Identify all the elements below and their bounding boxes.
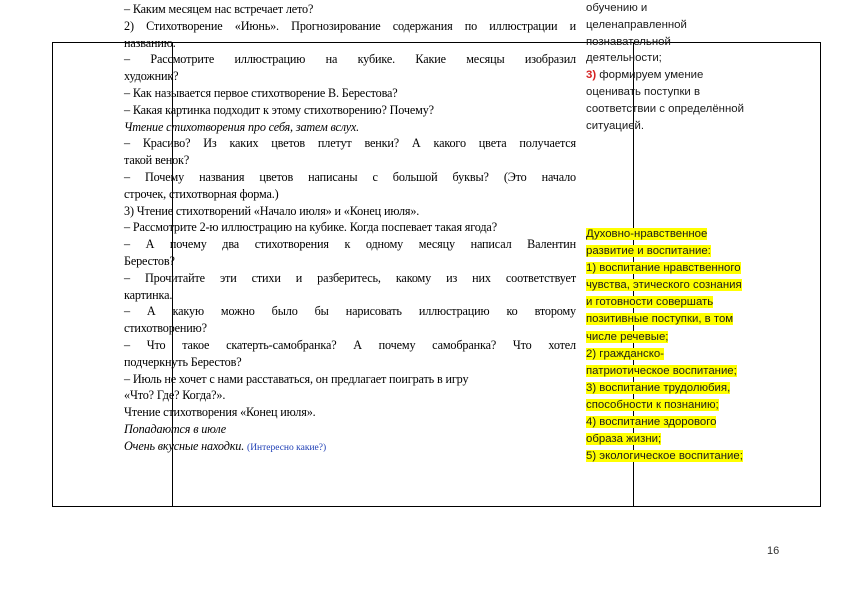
step-line: «Что? Где? Когда?». xyxy=(124,388,226,403)
step-line: такой венок? xyxy=(124,153,190,168)
highlighted-line: 5) экологическое воспитание; xyxy=(586,450,743,463)
step-line: – Красиво? Из каких цветов плетут венки? А какого цвета получается xyxy=(124,136,576,151)
step-line-italic: Чтение стихотворения про себя, затем вслух. xyxy=(124,119,360,134)
step-line: – Какая картинка подходит к этому стихотворению? Почему? xyxy=(124,102,434,117)
highlighted-line: позитивные поступки, в том xyxy=(586,313,734,326)
step-line: – Рассмотрите иллюстрацию на кубике. Какие месяцы изобразил xyxy=(124,52,576,67)
goal-line: соответствии с определённой xyxy=(586,102,744,115)
goals-column xyxy=(586,0,768,134)
step-line: картинка. xyxy=(124,287,173,302)
goal-line: обучению и xyxy=(586,2,648,14)
goal-line: познавательной xyxy=(586,35,671,48)
goal-item-number: 3) xyxy=(586,69,597,82)
poem-line-italic: Очень вкусные находки. xyxy=(124,438,245,453)
highlighted-line: развитие и воспитание: xyxy=(586,245,711,258)
goal-item-3 xyxy=(586,67,768,84)
highlighted-line: образа жизни; xyxy=(586,433,662,446)
teacher-note: (Интересно какие?) xyxy=(247,442,327,453)
step-line: – Июль не хочет с нами расставаться, он предлагает поиграть в игру xyxy=(124,371,469,386)
highlighted-line: 4) воспитание здорового xyxy=(586,416,717,429)
goal-line: оценивать поступки в xyxy=(586,85,701,98)
highlighted-line: Духовно-нравственное xyxy=(586,228,708,240)
step-line: – А почему два стихотворения к одному месяцу написал Валентин xyxy=(124,237,576,252)
highlighted-line: чувства, этического сознания xyxy=(586,279,742,292)
highlighted-line: 2) гражданско- xyxy=(586,347,664,360)
step-line: художник? xyxy=(124,69,179,84)
spiritual-education-block xyxy=(586,226,820,465)
step-line: – Почему названия цветов написаны с большой буквы? (Это начало xyxy=(124,169,576,184)
step-line: названию. xyxy=(124,35,176,50)
step-line: – Как называется первое стихотворение В. Берестова? xyxy=(124,85,398,100)
step-line: 3) Чтение стихотворений «Начало июля» и «Конец июля». xyxy=(124,203,420,218)
step-line: 2) Стихотворение «Июнь». Прогнозирование содержания по иллюстрации и xyxy=(124,18,576,33)
step-line: – А какую можно было бы нарисовать иллюстрацию ко второму xyxy=(124,304,576,319)
goal-line: деятельности; xyxy=(586,52,662,65)
step-line: стихотворению? xyxy=(124,321,207,336)
highlighted-line: патриотическое воспитание; xyxy=(586,364,737,377)
highlighted-line: 1) воспитание нравственного xyxy=(586,262,741,275)
highlighted-line: способности к познанию; xyxy=(586,398,719,411)
poem-line-italic: Попадаются в июле xyxy=(124,421,227,436)
step-line: подчеркнуть Берестов? xyxy=(124,354,242,369)
goal-line: ситуацией. xyxy=(586,119,645,132)
highlighted-line: и готовности совершать xyxy=(586,296,714,309)
step-line: – Каким месяцем нас встречает лето? xyxy=(124,2,314,16)
step-line: Чтение стихотворения «Конец июля». xyxy=(124,405,316,420)
step-line: строчек, стихотворная форма.) xyxy=(124,186,279,201)
highlighted-line: числе речевые; xyxy=(586,330,669,343)
poem-line-with-note xyxy=(124,438,576,455)
step-line: – Что такое скатерть-самобранка? А почему самобранка? Что хотел xyxy=(124,337,576,352)
lesson-steps-column xyxy=(124,1,576,455)
highlighted-line: 3) воспитание трудолюбия, xyxy=(586,381,731,394)
goal-line: целенаправленной xyxy=(586,18,687,31)
page-number: 16 xyxy=(767,545,780,557)
step-line: – Рассмотрите 2-ю иллюстрацию на кубике. Когда поспевает такая ягода? xyxy=(124,220,497,235)
step-line: Берестов? xyxy=(124,253,175,268)
goal-line: формируем умение xyxy=(596,69,704,82)
step-line: – Прочитайте эти стихи и разберитесь, какому из них соответствует xyxy=(124,270,576,285)
